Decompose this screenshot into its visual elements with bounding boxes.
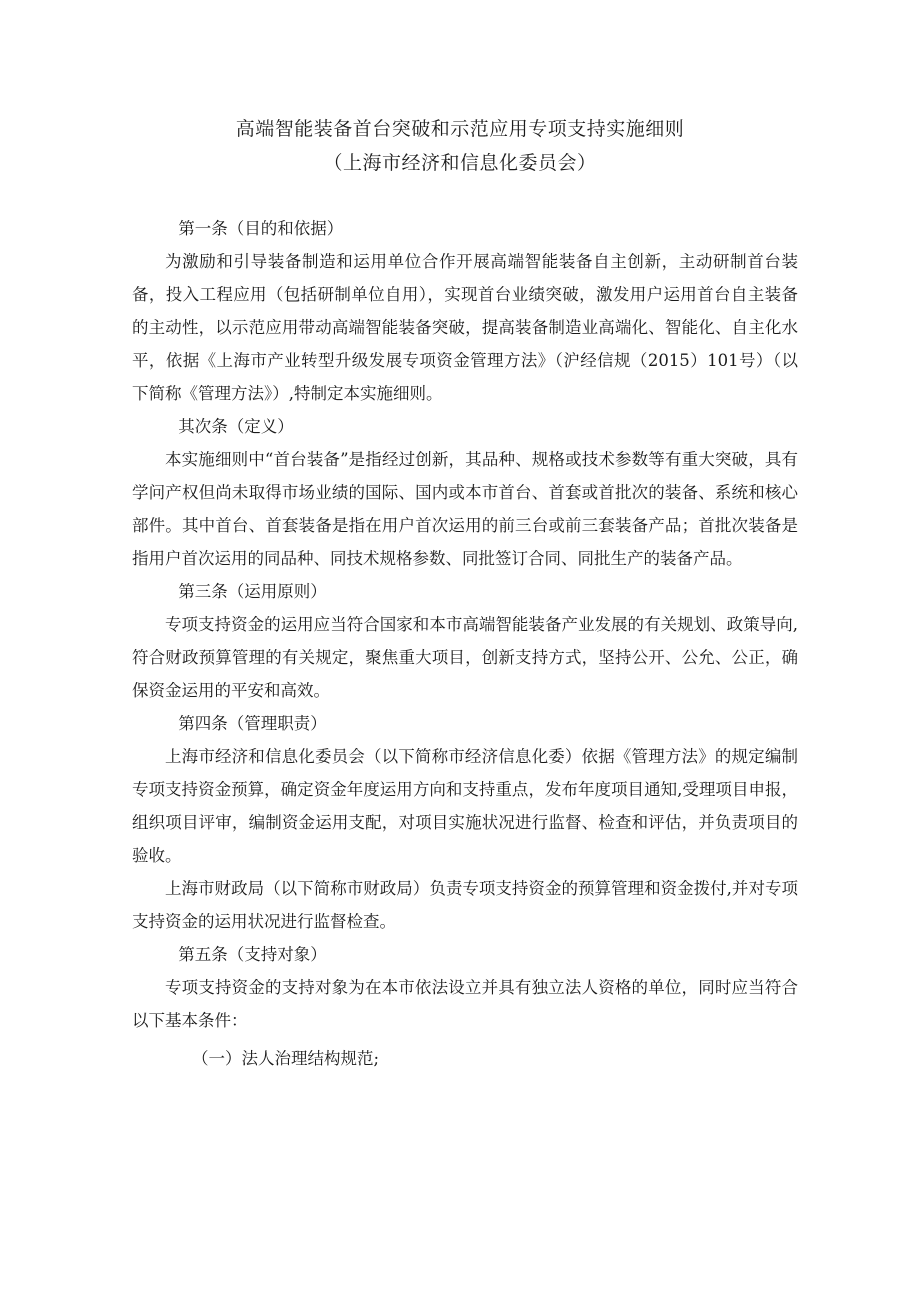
article-3-heading: 第三条（运用原则） bbox=[178, 582, 327, 601]
article-3-text: 专项支持资金的运用应当符合国家和本市高端智能装备产业发展的有关规划、政策导向,符合财政预算管理的有关规定，聚焦重大项目，创新支持方式，坚持公开、公允、公正，确保资金运用的平安和高效。 bbox=[132, 615, 798, 700]
article-5-heading: 第五条（支持对象） bbox=[178, 945, 327, 964]
article-5-item-1: （一）法人治理结构规范; bbox=[192, 1049, 380, 1068]
article-1-text: 为激励和引导装备制造和运用单位合作开展高端智能装备自主创新，主动研制首台装备，投入工程应用（包括研制单位自用），实现首台业绩突破，激发用户运用首台自主装备的主动性，以示范应用带动高端智能装备突破，提高装备制造业高端化、智能化、自主化水平，依据《上海市产业转型升级发展专项资金管理方法》（沪经信规（2015）101号）（以下简称《管理方法》）,特制定本实施细则。 bbox=[132, 252, 798, 403]
article-4-text-1: 上海市经济和信息化委员会（以下简称市经济信息化委）依据《管理方法》的规定编制专项支持资金预算，确定资金年度运用方向和支持重点，发布年度项目通知,受理项目申报，组织项目评审，编制资金运用支配，对项目实施状况进行监督、检查和评估，并负责项目的验收。 bbox=[132, 747, 798, 865]
article-2-text: 本实施细则中“首台装备”是指经过创新，其品种、规格或技术参数等有重大突破，具有学问产权但尚未取得市场业绩的国际、国内或本市首台、首套或首批次的装备、系统和核心部件。其中首台、首套装备是指在用户首次运用的前三台或前三套装备产品；首批次装备是指用户首次运用的同品种、同技术规格参数、同批签订合同、同批生产的装备产品。 bbox=[132, 450, 798, 568]
article-4-heading: 第四条（管理职责） bbox=[178, 714, 327, 733]
document-body bbox=[132, 212, 798, 1075]
document-title: 高端智能装备首台突破和示范应用专项支持实施细则 bbox=[235, 118, 685, 140]
article-5-text: 专项支持资金的支持对象为在本市依法设立并具有独立法人资格的单位，同时应当符合以下基本条件： bbox=[132, 978, 798, 1030]
article-2-heading: 其次条（定义） bbox=[178, 417, 294, 436]
article-1-heading: 第一条（目的和依据） bbox=[178, 219, 344, 238]
article-4-text-2: 上海市财政局（以下简称市财政局）负责专项支持资金的预算管理和资金拨付,并对专项支持资金的运用状况进行监督检查。 bbox=[132, 879, 798, 931]
document-subtitle: （上海市经济和信息化委员会） bbox=[323, 152, 597, 174]
